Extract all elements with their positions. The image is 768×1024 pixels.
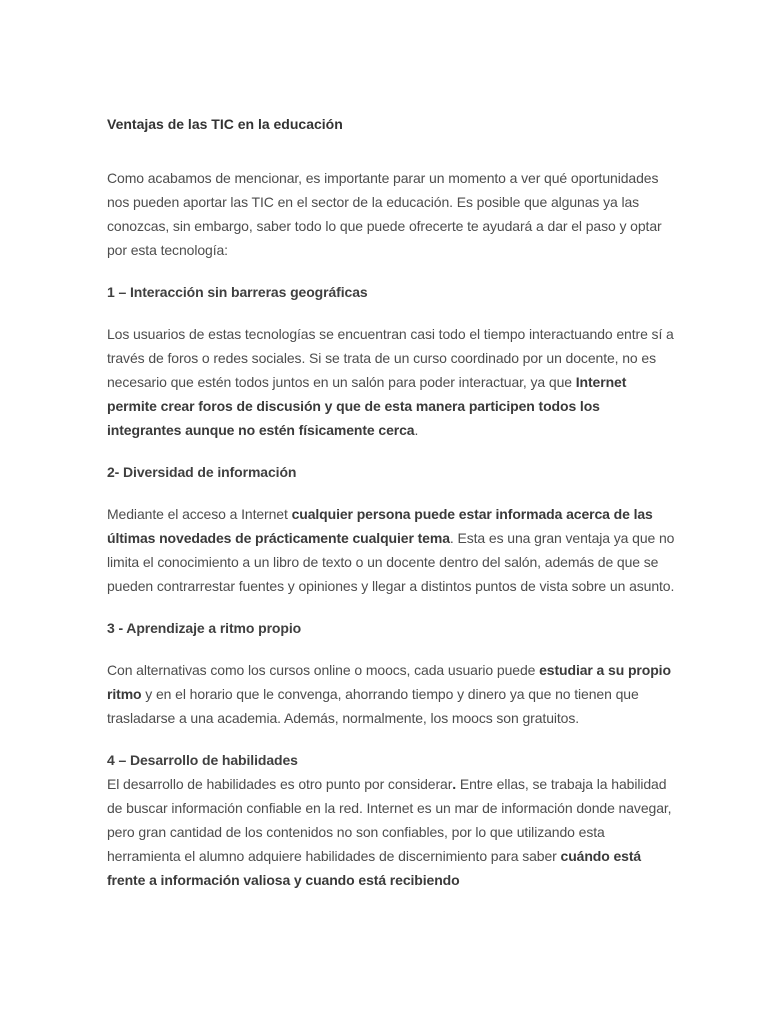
section-2-text: Mediante el acceso a Internet	[107, 506, 292, 522]
section-4-bold-text: cuándo está frente a información valiosa y cuando está recibiendo	[107, 848, 642, 888]
section-1-heading: 1 – Interacción sin barreras geográficas	[107, 284, 368, 300]
spacer	[107, 134, 677, 166]
document-title: Ventajas de las TIC en la educación	[107, 116, 343, 132]
section-4-text: El desarrollo de habilidades es otro punto por considerar	[107, 776, 453, 792]
section-3-bold-text: estudiar a su propio ritmo	[107, 662, 671, 702]
spacer	[107, 262, 677, 280]
spacer	[107, 730, 677, 748]
spacer	[107, 640, 677, 658]
section-1-bold-text: Internet permite crear foros de discusión y que de esta manera participen todos los integrantes aunque no estén físicamente cerca	[107, 374, 627, 438]
section-1-text: Los usuarios de estas tecnologías se encuentran casi todo el tiempo interactuando entre sí a través de foros o redes sociales. Si se trata de un curso coordinado por un docente, no es necesario que estén todos juntos en un salón para poder interactuar, ya que	[107, 326, 674, 390]
section-2-heading: 2- Diversidad de información	[107, 464, 297, 480]
section-1-paragraph	[107, 322, 677, 442]
section-3-text-end: y en el horario que le convenga, ahorrando tiempo y dinero ya que no tienen que trasladarse a una academia. Además, normalmente, los moocs son gratuitos.	[107, 686, 639, 726]
intro-paragraph: Como acabamos de mencionar, es importante parar un momento a ver qué oportunidades nos pueden aportar las TIC en el sector de la educación. Es posible que algunas ya las conozcas, sin embargo, saber todo lo que puede ofrecerte te ayudará a dar el paso y optar por esta tecnología:	[107, 170, 662, 258]
section-2-text-end: . Esta es una gran ventaja ya que no limita el conocimiento a un libro de texto o un docente dentro del salón, además de que se pueden contrarrestar fuentes y opiniones y llegar a distintos puntos de vista sobre un asunto.	[107, 530, 675, 594]
spacer	[107, 484, 677, 502]
section-4-heading: 4 – Desarrollo de habilidades	[107, 752, 298, 768]
spacer	[107, 442, 677, 460]
document-body	[107, 114, 677, 892]
section-1-text-end: .	[414, 422, 419, 438]
section-4-text-middle: Entre ellas, se trabaja la habilidad de buscar información confiable en la red. Internet es un mar de información donde navegar, pero gran cantidad de los contenidos no son confiables, por lo que utilizando esta herramienta el alumno adquiere habilidades de discernimiento para saber	[107, 776, 672, 864]
spacer	[107, 598, 677, 616]
section-4-bold-period: .	[452, 776, 457, 792]
section-3-heading: 3 - Aprendizaje a ritmo propio	[107, 620, 302, 636]
section-2-bold-text: cualquier persona puede estar informada acerca de las últimas novedades de prácticamente cualquier tema	[107, 506, 653, 546]
section-3-text: Con alternativas como los cursos online o moocs, cada usuario puede	[107, 662, 540, 678]
section-3-paragraph	[107, 658, 677, 730]
section-2-paragraph	[107, 502, 677, 598]
section-4-paragraph	[107, 772, 677, 892]
spacer	[107, 304, 677, 322]
